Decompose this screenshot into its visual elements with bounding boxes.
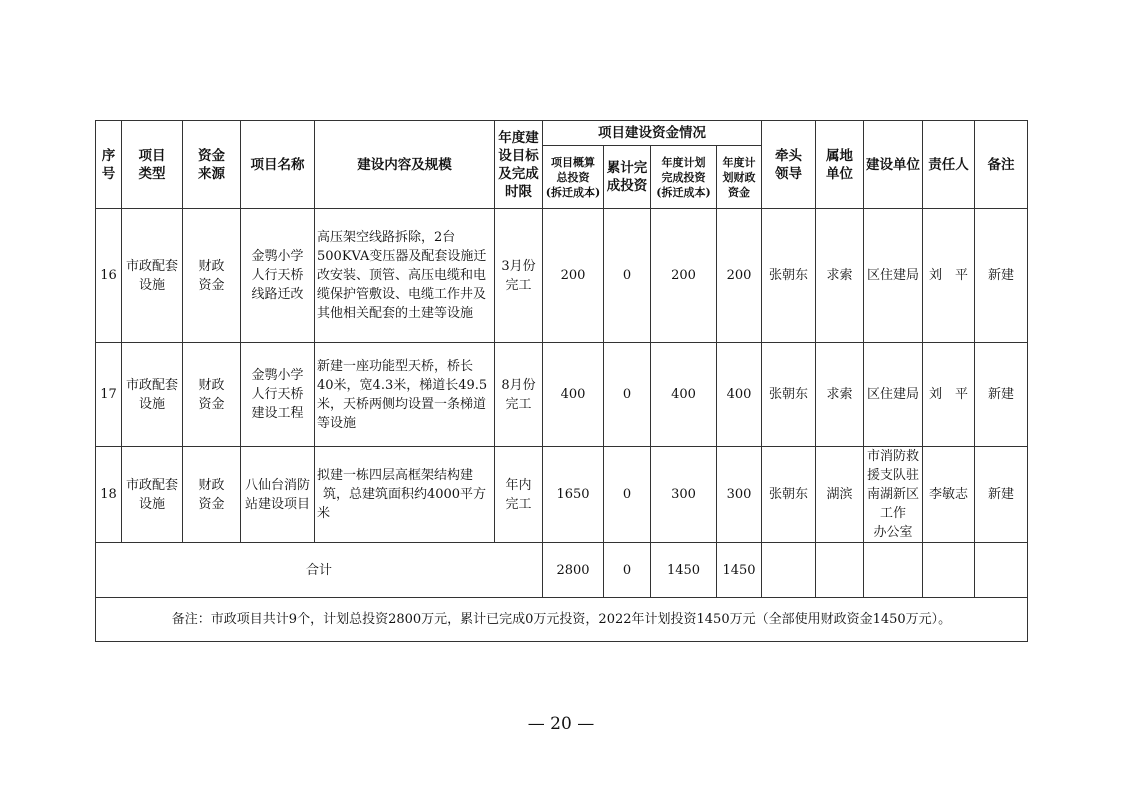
cell-cumulative: 0: [604, 447, 651, 543]
cell-content: 高压架空线路拆除，2台 500KVA变压器及配套设施迁 改安装、顶管、高压电缆和电 缆保护管敷设、电缆工作井及 其他相关配套的土建等设施: [315, 209, 495, 343]
cell-content: 拟建一栋四层高框架结构建 筑，总建筑面积约4000平方米: [315, 447, 495, 543]
header-source: 资金 来源: [183, 121, 241, 209]
header-budget: 项目概算 总投资 (拆迁成本): [543, 146, 604, 209]
cell-owner: 刘 平: [923, 209, 975, 343]
cell-cumulative: 0: [604, 343, 651, 447]
cell-owner: 刘 平: [923, 343, 975, 447]
total-empty: [975, 543, 1028, 598]
cell-annual-plan: 400: [651, 343, 717, 447]
total-empty: [923, 543, 975, 598]
cell-budget: 200: [543, 209, 604, 343]
cell-budget: 400: [543, 343, 604, 447]
cell-cumulative: 0: [604, 209, 651, 343]
note-text: 备注：市政项目共计9个，计划总投资2800万元，累计已完成0万元投资，2022年计划投资1450万元（全部使用财政资金1450万元）。: [96, 598, 1028, 642]
header-row-1: [96, 121, 1028, 146]
cell-name: 金鹗小学 人行天桥 线路迁改: [241, 209, 315, 343]
cell-name: 八仙台消防 站建设项目: [241, 447, 315, 543]
cell-locality: 求索: [816, 209, 864, 343]
cell-annual-fiscal: 300: [717, 447, 762, 543]
header-funds-group: 项目建设资金情况: [543, 121, 762, 146]
cell-annual-fiscal: 400: [717, 343, 762, 447]
cell-leader: 张朝东: [762, 343, 816, 447]
header-type: 项目 类型: [122, 121, 183, 209]
cell-seq: 18: [96, 447, 122, 543]
note-row: [96, 598, 1028, 642]
cell-builder: 市消防救 援支队驻 南湖新区 工作 办公室: [864, 447, 923, 543]
header-annual-fiscal: 年度计 划财政 资金: [717, 146, 762, 209]
cell-name: 金鹗小学 人行天桥 建设工程: [241, 343, 315, 447]
total-empty: [816, 543, 864, 598]
cell-locality: 湖滨: [816, 447, 864, 543]
header-owner: 责任人: [923, 121, 975, 209]
cell-source: 财政 资金: [183, 209, 241, 343]
cell-budget: 1650: [543, 447, 604, 543]
cell-leader: 张朝东: [762, 209, 816, 343]
project-table: [95, 120, 1028, 642]
cell-builder: 区住建局: [864, 209, 923, 343]
cell-type: 市政配套 设施: [122, 343, 183, 447]
cell-target: 年内 完工: [495, 447, 543, 543]
cell-remarks: 新建: [975, 343, 1028, 447]
table-row: [96, 343, 1028, 447]
cell-remarks: 新建: [975, 209, 1028, 343]
cell-builder: 区住建局: [864, 343, 923, 447]
total-annual-fiscal: 1450: [717, 543, 762, 598]
total-budget: 2800: [543, 543, 604, 598]
total-empty: [864, 543, 923, 598]
header-seq: 序 号: [96, 121, 122, 209]
cell-annual-plan: 300: [651, 447, 717, 543]
total-annual-plan: 1450: [651, 543, 717, 598]
header-annual-plan: 年度计划 完成投资 (拆迁成本): [651, 146, 717, 209]
cell-target: 8月份 完工: [495, 343, 543, 447]
cell-source: 财政 资金: [183, 447, 241, 543]
table-row: [96, 209, 1028, 343]
header-target: 年度建 设目标 及完成 时限: [495, 121, 543, 209]
header-cumulative: 累计完 成投资: [604, 146, 651, 209]
page-number: — 20 —: [527, 714, 595, 734]
cell-content: 新建一座功能型天桥，桥长 40米，宽4.3米，梯道长49.5 米，天桥两侧均设置一条梯道 等设施: [315, 343, 495, 447]
total-empty: [762, 543, 816, 598]
cell-leader: 张朝东: [762, 447, 816, 543]
cell-remarks: 新建: [975, 447, 1028, 543]
header-locality: 属地 单位: [816, 121, 864, 209]
cell-type: 市政配套 设施: [122, 209, 183, 343]
cell-locality: 求索: [816, 343, 864, 447]
header-remarks: 备注: [975, 121, 1028, 209]
cell-annual-fiscal: 200: [717, 209, 762, 343]
cell-owner: 李敏志: [923, 447, 975, 543]
cell-seq: 17: [96, 343, 122, 447]
cell-annual-plan: 200: [651, 209, 717, 343]
total-row: [96, 543, 1028, 598]
total-cumulative: 0: [604, 543, 651, 598]
cell-type: 市政配套 设施: [122, 447, 183, 543]
cell-seq: 16: [96, 209, 122, 343]
total-label: 合计: [96, 543, 543, 598]
cell-target: 3月份 完工: [495, 209, 543, 343]
header-content: 建设内容及规模: [315, 121, 495, 209]
header-name: 项目名称: [241, 121, 315, 209]
header-leader: 牵头 领导: [762, 121, 816, 209]
cell-source: 财政 资金: [183, 343, 241, 447]
header-builder: 建设单位: [864, 121, 923, 209]
table-row: [96, 447, 1028, 543]
